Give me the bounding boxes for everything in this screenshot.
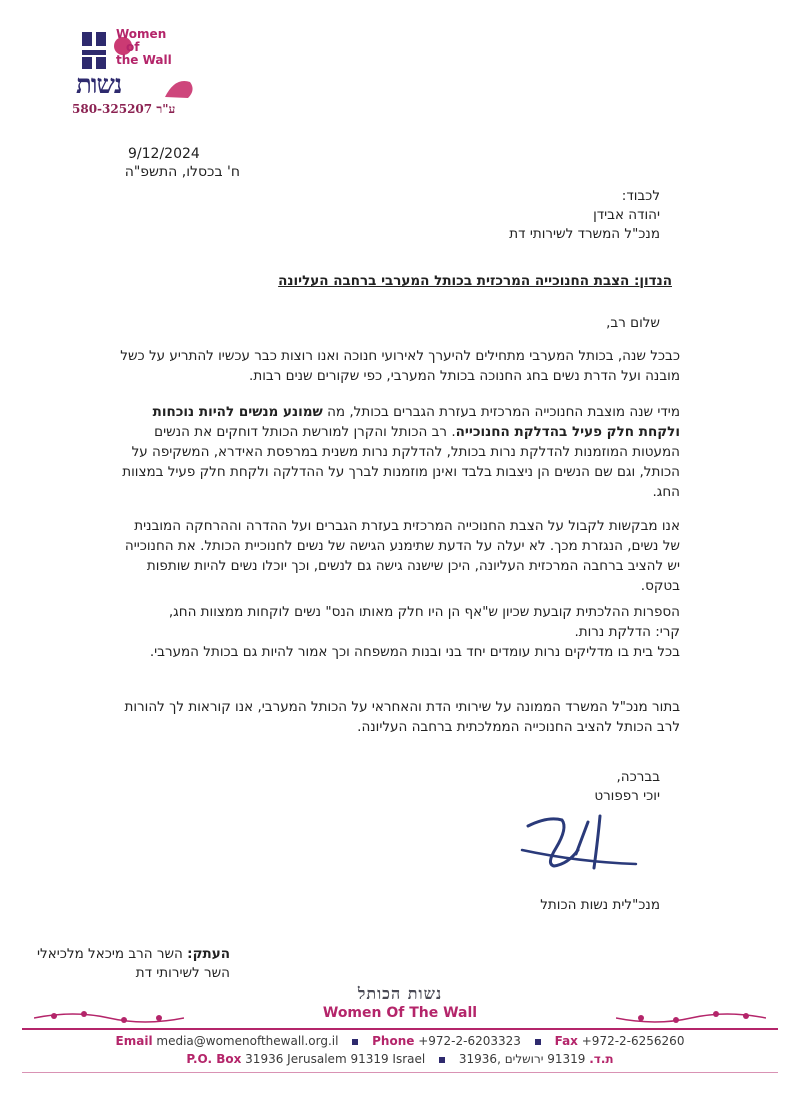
footer-divider [22, 1028, 778, 1030]
recipient-name: יהודה אבידן [593, 207, 660, 223]
paragraph-4: הספרות ההלכתית קובעת שכיון ש"אף הן היו חלק מאותו הנס" נשים לוקחות ממצוות החג, קרי: הדלקת נרות. בכל בית בו מדליקים נרות עומדים יחד בני ובנות המשפחה וכך אמור להיות גם בכותל המערבי. [149, 604, 680, 660]
footer-address-hebrew: ת.ד. 91319 ירושלים ,31936 [458, 1052, 614, 1066]
signer-title: מנכ"לית נשות הכותל [540, 897, 660, 913]
closing: בברכה, [616, 769, 660, 785]
paragraph-1: כבכל שנה, בכותל המערבי מתחילים להיערך לאירועי חנוכה ואנו רוצות כבר עכשיו להתריע על כשל מובנה ועל הדרת נשים בחג החנוכה בכותל המערבי, כפי שקורים שנים רבות. [120, 348, 680, 384]
paragraph-5: בתור מנכ"ל המשרד הממונה על שירותי הדת והאחראי על הכותל המערבי, אנו קוראות לך להורות לרב הכותל להציב החנוכייה הממלכתית ברחבה העליונה. [124, 699, 680, 735]
footer-fax: +972-2-6256260 [581, 1034, 685, 1048]
logo-hebrew: נשות [76, 70, 122, 100]
signer-name: יוכי רפפורט [594, 788, 660, 804]
separator-square-icon [535, 1039, 541, 1045]
footer-contact-line: Email media@womenofthewall.org.il Phone +972-2-6203323 Fax +972-2-6256260 [115, 1034, 685, 1048]
subject-line: הנדון: הצבת החנוכייה המרכזית בכותל המערבי ברחבה העליונה [278, 273, 672, 289]
footer-phone: +972-2-6203323 [418, 1034, 521, 1048]
paragraph-2: מידי שנה מוצבת החנוכייה המרכזית בעזרת הגברים בכותל, מה שמונע מנשים להיות נוכחות ולקחת חלק פעיל בהדלקת החנוכייה. רב הכותל והקרן למורשת הכותל דוחקים את הנשים המעטות המוזמנות להדלקת נרות בכותל, להדלקת נרות משנית במרפסת האידרא, המשקיפה על הכותל, וגם שם הנשים הן ניצבות בלבד ואינן מוזמנות לברך על ההדלקה ולקחת חלק פעיל במצוות החג. [122, 404, 680, 500]
hebrew-date: ח' בכסלו, התשפ"ה [124, 164, 240, 180]
logo-figure-icon [160, 72, 200, 102]
footer-org-hebrew: נשות הכותל [357, 984, 443, 1003]
recipient-title: מנכ"ל המשרד לשירותי דת [509, 226, 660, 242]
logo-registration: 580-325207 ע"ר [72, 102, 176, 116]
handwritten-signature [518, 808, 638, 888]
letter-date: 9/12/2024 [128, 146, 200, 162]
paragraph-3: אנו מבקשות לקבול על הצבת החנוכייה המרכזית בעזרת הגברים ועל ההדרה וההרחקה המובנית של נשים, הנגזרת מכך. לא יעלה על הדעת שתימנע הגישה של נשים לחנוכיית הכותל. את החנוכייה יש להציב ברחבה המרכזית העליונה, היכן שישנה גישה גם לנשים, וכך יוכלו נשים להיות שותפות בטקס. [124, 518, 680, 594]
cc-recipient: השר הרב מיכאל מלכיאלי [37, 946, 188, 962]
footer-email: media@womenofthewall.org.il [156, 1034, 339, 1048]
footer-address-english: 31936 Jerusalem 91319 Israel [245, 1052, 426, 1066]
separator-square-icon [352, 1039, 358, 1045]
to-label: לכבוד: [621, 188, 660, 204]
footer-address-line: P.O. Box 31936 Jerusalem 91319 Israel ת.ד. 91319 ירושלים ,31936 [186, 1052, 614, 1066]
women-of-the-wall-logo [68, 22, 208, 120]
footer-bottom-rule [22, 1072, 778, 1073]
cc-recipient-title: השר לשירותי דת [135, 965, 230, 981]
greeting: שלום רב, [606, 315, 660, 331]
logo-english: Women of the Wall [116, 27, 172, 67]
footer-org-english: Women Of The Wall [322, 1005, 478, 1021]
separator-square-icon [439, 1057, 445, 1063]
paragraph-2-emphasis: שמונע מנשים להיות נוכחות ולקחת חלק פעיל בהדלקת החנוכייה [152, 404, 680, 440]
right-floral-ornament-icon [616, 1006, 766, 1028]
cc-line [37, 944, 230, 964]
cc-label: העתק: [187, 946, 230, 962]
